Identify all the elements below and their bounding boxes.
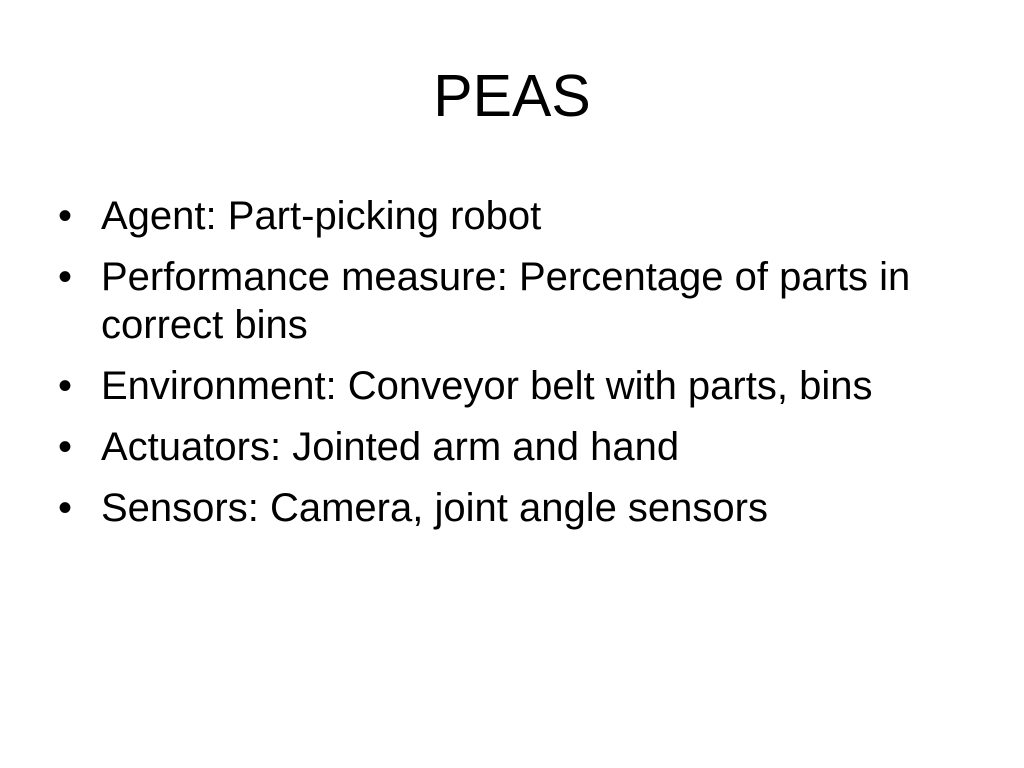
bullet-icon: •	[58, 194, 73, 238]
bullet-icon: •	[58, 425, 73, 469]
bullet-list	[58, 192, 938, 545]
bullet-item-agent	[58, 192, 938, 240]
bullet-text-agent: Agent: Part-picking robot	[101, 194, 542, 238]
bullet-item-performance-measure	[58, 253, 938, 349]
bullet-item-sensors	[58, 484, 938, 532]
bullet-text-sensors: Sensors: Camera, joint angle sensors	[101, 486, 768, 530]
slide-title: PEAS	[433, 63, 591, 129]
bullet-icon: •	[58, 255, 73, 299]
bullet-text-environment: Environment: Conveyor belt with parts, bins	[101, 364, 873, 408]
bullet-item-actuators	[58, 423, 938, 471]
bullet-icon: •	[58, 486, 73, 530]
bullet-item-environment	[58, 362, 938, 410]
bullet-text-actuators: Actuators: Jointed arm and hand	[101, 425, 680, 469]
bullet-icon: •	[58, 364, 73, 408]
bullet-text-performance-measure: Performance measure: Percentage of parts in correct bins	[101, 255, 911, 347]
